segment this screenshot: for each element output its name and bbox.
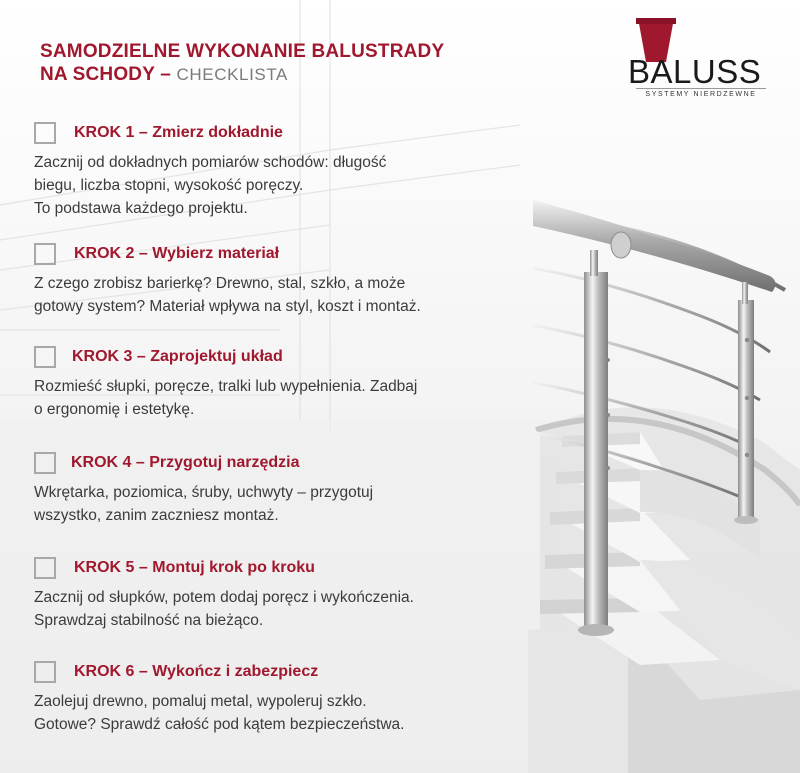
step-description-line: Zacznij od dokładnych pomiarów schodów: długość xyxy=(34,154,387,171)
step-title: KROK 3 – Zaprojektuj układ xyxy=(72,348,283,365)
step-description-line: gotowy system? Materiał wpływa na styl, koszt i montaż. xyxy=(34,298,421,315)
step-description-line: Zacznij od słupków, potem dodaj poręcz i wykończenia. xyxy=(34,589,414,606)
step-description-line: Sprawdzaj stabilność na bieżąco. xyxy=(34,612,264,629)
step-header xyxy=(34,243,534,265)
step-description xyxy=(34,481,534,527)
step-title: KROK 4 – Przygotuj narzędzia xyxy=(71,454,300,471)
title-subtitle: CHECKLISTA xyxy=(176,65,288,84)
step-description-line: Rozmieść słupki, poręcze, tralki lub wypełnienia. Zadbaj xyxy=(34,378,418,395)
step-header xyxy=(34,557,534,579)
brand-logo xyxy=(628,18,768,100)
step-header xyxy=(34,661,534,683)
step-description-line: o ergonomię i estetykę. xyxy=(34,401,195,418)
step-description-line: Wkrętarka, poziomica, śruby, uchwyty – przygotuj xyxy=(34,484,374,501)
title-line-2-main: NA SCHODY – xyxy=(40,64,172,85)
checkbox-icon[interactable] xyxy=(34,661,56,683)
step-5 xyxy=(34,557,534,632)
checkbox-icon[interactable] xyxy=(34,346,56,368)
step-1 xyxy=(34,122,534,220)
step-description-line: wszystko, zanim zaczniesz montaż. xyxy=(34,507,279,524)
step-title: KROK 1 – Zmierz dokładnie xyxy=(74,124,283,141)
step-description xyxy=(34,375,534,421)
step-title: KROK 2 – Wybierz materiał xyxy=(74,245,280,262)
brand-name: BALUSS xyxy=(628,53,762,90)
step-description-line: Z czego zrobisz barierkę? Drewno, stal, szkło, a może xyxy=(34,275,406,292)
page-title xyxy=(40,40,560,86)
title-line-2 xyxy=(40,63,560,86)
step-header xyxy=(34,346,534,368)
step-description xyxy=(34,272,534,318)
step-description xyxy=(34,151,534,220)
checkbox-icon[interactable] xyxy=(34,557,56,579)
brand-tagline: SYSTEMY NIERDZEWNE xyxy=(636,88,766,100)
step-4 xyxy=(34,452,534,527)
step-title: KROK 5 – Montuj krok po kroku xyxy=(74,559,315,576)
step-description-line: Zaolejuj drewno, pomaluj metal, wypoleruj szkło. xyxy=(34,693,367,710)
title-line-1: SAMODZIELNE WYKONANIE BALUSTRADY xyxy=(40,41,445,62)
checkbox-icon[interactable] xyxy=(34,243,56,265)
step-6 xyxy=(34,661,534,736)
step-header xyxy=(34,122,534,144)
checkbox-icon[interactable] xyxy=(34,122,56,144)
step-2 xyxy=(34,243,534,318)
step-header xyxy=(34,452,534,474)
step-title: KROK 6 – Wykończ i zabezpiecz xyxy=(74,663,319,680)
step-description-line: Gotowe? Sprawdź całość pod kątem bezpieczeństwa. xyxy=(34,716,405,733)
step-3 xyxy=(34,346,534,421)
step-description-line: To podstawa każdego projektu. xyxy=(34,200,248,217)
step-description-line: biegu, liczba stopni, wysokość poręczy. xyxy=(34,177,304,194)
step-description xyxy=(34,586,534,632)
checkbox-icon[interactable] xyxy=(34,452,56,474)
step-description xyxy=(34,690,534,736)
